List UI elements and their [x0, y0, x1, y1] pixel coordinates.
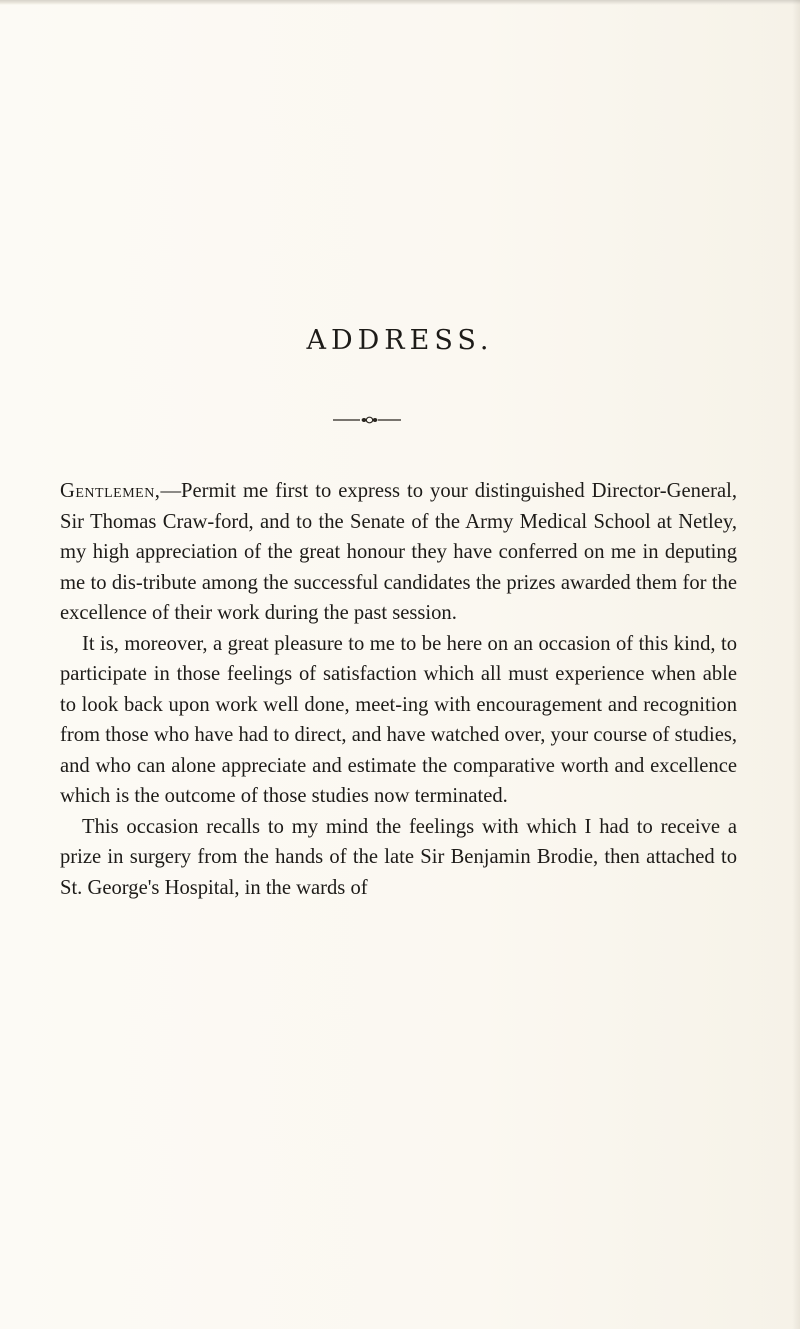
address-body [60, 476, 737, 903]
paragraph-2: It is, moreover, a great pleasure to me to be here on an occasion of this kind, to participate in those feelings of satisfaction which all must experience when able to look back upon work well done, meet-ing with encouragement and recognition from those who have had to direct, and have watched over, your course of studies, and who can alone appreciate and estimate the comparative worth and excellence which is the outcome of those studies now terminated. [60, 632, 737, 807]
salutation: Gentlemen, [60, 480, 161, 502]
page-heading: ADDRESS. [306, 325, 494, 356]
paragraph-3: This occasion recalls to my mind the feelings with which I had to receive a prize in surgery from the hands of the late Sir Benjamin Brodie, then attached to St. George's Hospital, in the wards of [60, 815, 737, 899]
paragraph-1 [60, 476, 737, 629]
page-edge-shadow [792, 0, 800, 1329]
divider-ornament-icon [333, 415, 401, 425]
paragraph-1-text: —Permit me first to express to your distinguished Director-General, Sir Thomas Craw-ford, and to the Senate of the Army Medical School at Netley, my high appreciation of the great honour they have conferred on me in deputing me to dis-tribute among the successful candidates the prizes awarded them for the excellence of their work during the past session. [60, 480, 737, 624]
top-edge-rule [0, 0, 800, 5]
